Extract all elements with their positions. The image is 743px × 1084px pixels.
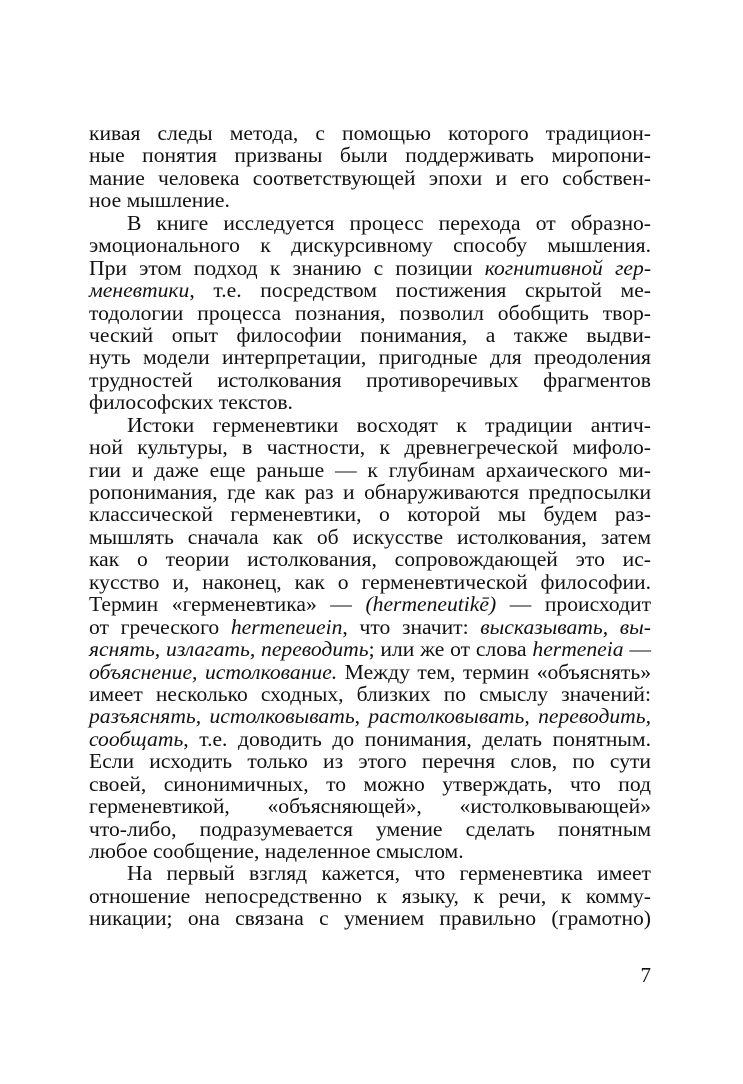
- text-run: что-либо, подразумевается умение сделать понятным: [89, 816, 651, 841]
- text-run: В книге исследуется процесс перехода от образно-: [127, 210, 651, 235]
- text-line: [89, 144, 651, 166]
- text-line: [89, 548, 651, 570]
- italic-run: высказывать, вы-: [480, 614, 651, 639]
- text-line: [89, 616, 651, 638]
- text-line: [89, 234, 651, 256]
- text-line: [89, 661, 651, 683]
- text-line: [89, 862, 651, 884]
- text-run: , что значит:: [342, 614, 481, 639]
- text-run: Термин «герменевтика» —: [89, 592, 366, 617]
- text-line: [89, 302, 651, 324]
- text-run: как о теории истолкования, сопровождающей это ис-: [89, 547, 651, 572]
- text-run: , т.е. доводить до понимания, делать понятным.: [183, 726, 651, 751]
- text-line: [89, 279, 651, 301]
- text-line: [89, 638, 651, 660]
- text-run: Между тем, термин «объяснять»: [337, 659, 651, 684]
- text-line: [89, 773, 651, 795]
- page-number: 7: [640, 963, 651, 987]
- text-run: нуть модели интерпретации, пригодные для преодоления: [89, 345, 651, 370]
- italic-run: hermeneuein: [230, 614, 343, 639]
- text-run: классической герменевтики, о которой мы будем раз-: [89, 502, 651, 527]
- text-run: любое сообщение, наделенное смыслом.: [89, 839, 464, 863]
- text-run: эмоционального к дискурсивному способу мышления.: [89, 233, 651, 258]
- text-run: ные понятия призваны были поддерживать миропони-: [89, 143, 651, 168]
- text-run: мание человека соответствующей эпохи и его собствен-: [89, 165, 651, 190]
- text-line: [89, 436, 651, 458]
- text-line: [89, 750, 651, 772]
- text-run: —: [623, 637, 651, 662]
- text-line: [89, 414, 651, 436]
- text-run: имеет несколько сходных, близких по смыслу значений:: [89, 681, 651, 706]
- italic-run: hermeneia: [532, 637, 624, 662]
- text-run: мышлять сначала как об искусстве истолкования, затем: [89, 524, 651, 549]
- text-run: — происходит: [496, 592, 652, 617]
- text-line: [89, 481, 651, 503]
- text-line: [89, 526, 651, 548]
- text-run: ; или же от слова: [368, 637, 533, 662]
- body-text: [89, 122, 651, 930]
- text-line: [89, 369, 651, 391]
- text-run: ческий опыт философии понимания, а также выдви-: [89, 322, 651, 347]
- text-line: [89, 907, 651, 929]
- italic-run: объяснение, истолкование.: [89, 659, 338, 684]
- text-line: [89, 683, 651, 705]
- text-run: кусство и, наконец, как о герменевтической философии.: [89, 569, 651, 594]
- text-run: ное мышление.: [89, 188, 230, 213]
- text-run: ропонимания, где как раз и обнаруживаются предпосылки: [89, 480, 651, 504]
- text-line: [89, 391, 651, 413]
- text-line: [89, 346, 651, 368]
- text-run: При этом подход к знанию с позиции: [89, 255, 485, 280]
- text-run: , т.е. посредством постижения скрытой ме-: [189, 278, 651, 303]
- text-line: [89, 705, 651, 727]
- text-line: [89, 212, 651, 234]
- text-line: [89, 503, 651, 525]
- text-line: [89, 571, 651, 593]
- italic-run: меневтики: [89, 278, 190, 303]
- text-line: [89, 459, 651, 481]
- text-line: [89, 593, 651, 615]
- text-line: [89, 885, 651, 907]
- italic-run: (hermeneutikē): [365, 592, 497, 617]
- italic-run: разъяснять, истолковывать, растолковывать, переводить,: [89, 704, 651, 729]
- italic-run: когнитивной гер-: [484, 255, 652, 280]
- text-run: от греческого: [89, 614, 231, 639]
- text-line: [89, 818, 651, 840]
- text-run: герменевтикой, «объясняющей», «истолковывающей»: [89, 794, 651, 819]
- text-line: [89, 324, 651, 346]
- text-run: Истоки герменевтики восходят к традиции антич-: [127, 412, 651, 437]
- italic-run: яснять, излагать, переводить: [89, 637, 369, 662]
- text-line: [89, 728, 651, 750]
- text-run: кивая следы метода, с помощью которого традицион-: [89, 121, 651, 145]
- text-run: философских текстов.: [89, 390, 293, 415]
- text-run: трудностей истолкования противоречивых фрагментов: [89, 367, 651, 392]
- text-line: [89, 840, 651, 862]
- text-run: своей, синонимичных, то можно утверждать, что под: [89, 771, 651, 796]
- text-line: [89, 122, 651, 144]
- text-run: никации; она связана с умением правильно (грамотно): [89, 906, 651, 931]
- text-line: [89, 189, 651, 211]
- text-run: На первый взгляд кажется, что герменевтика имеет: [127, 861, 651, 886]
- italic-run: сообщать: [89, 726, 184, 751]
- text-run: отношение непосредственно к языку, к речи, к комму-: [89, 883, 651, 908]
- text-run: Если исходить только из этого перечня слов, по сути: [89, 749, 651, 774]
- text-run: гии и даже еще раньше — к глубинам архаического ми-: [89, 457, 651, 482]
- text-line: [89, 167, 651, 189]
- text-run: тодологии процесса познания, позволил обобщить твор-: [89, 300, 651, 325]
- text-line: [89, 257, 651, 279]
- text-line: [89, 795, 651, 817]
- text-run: ной культуры, в частности, к древнегреческой мифоло-: [89, 435, 651, 460]
